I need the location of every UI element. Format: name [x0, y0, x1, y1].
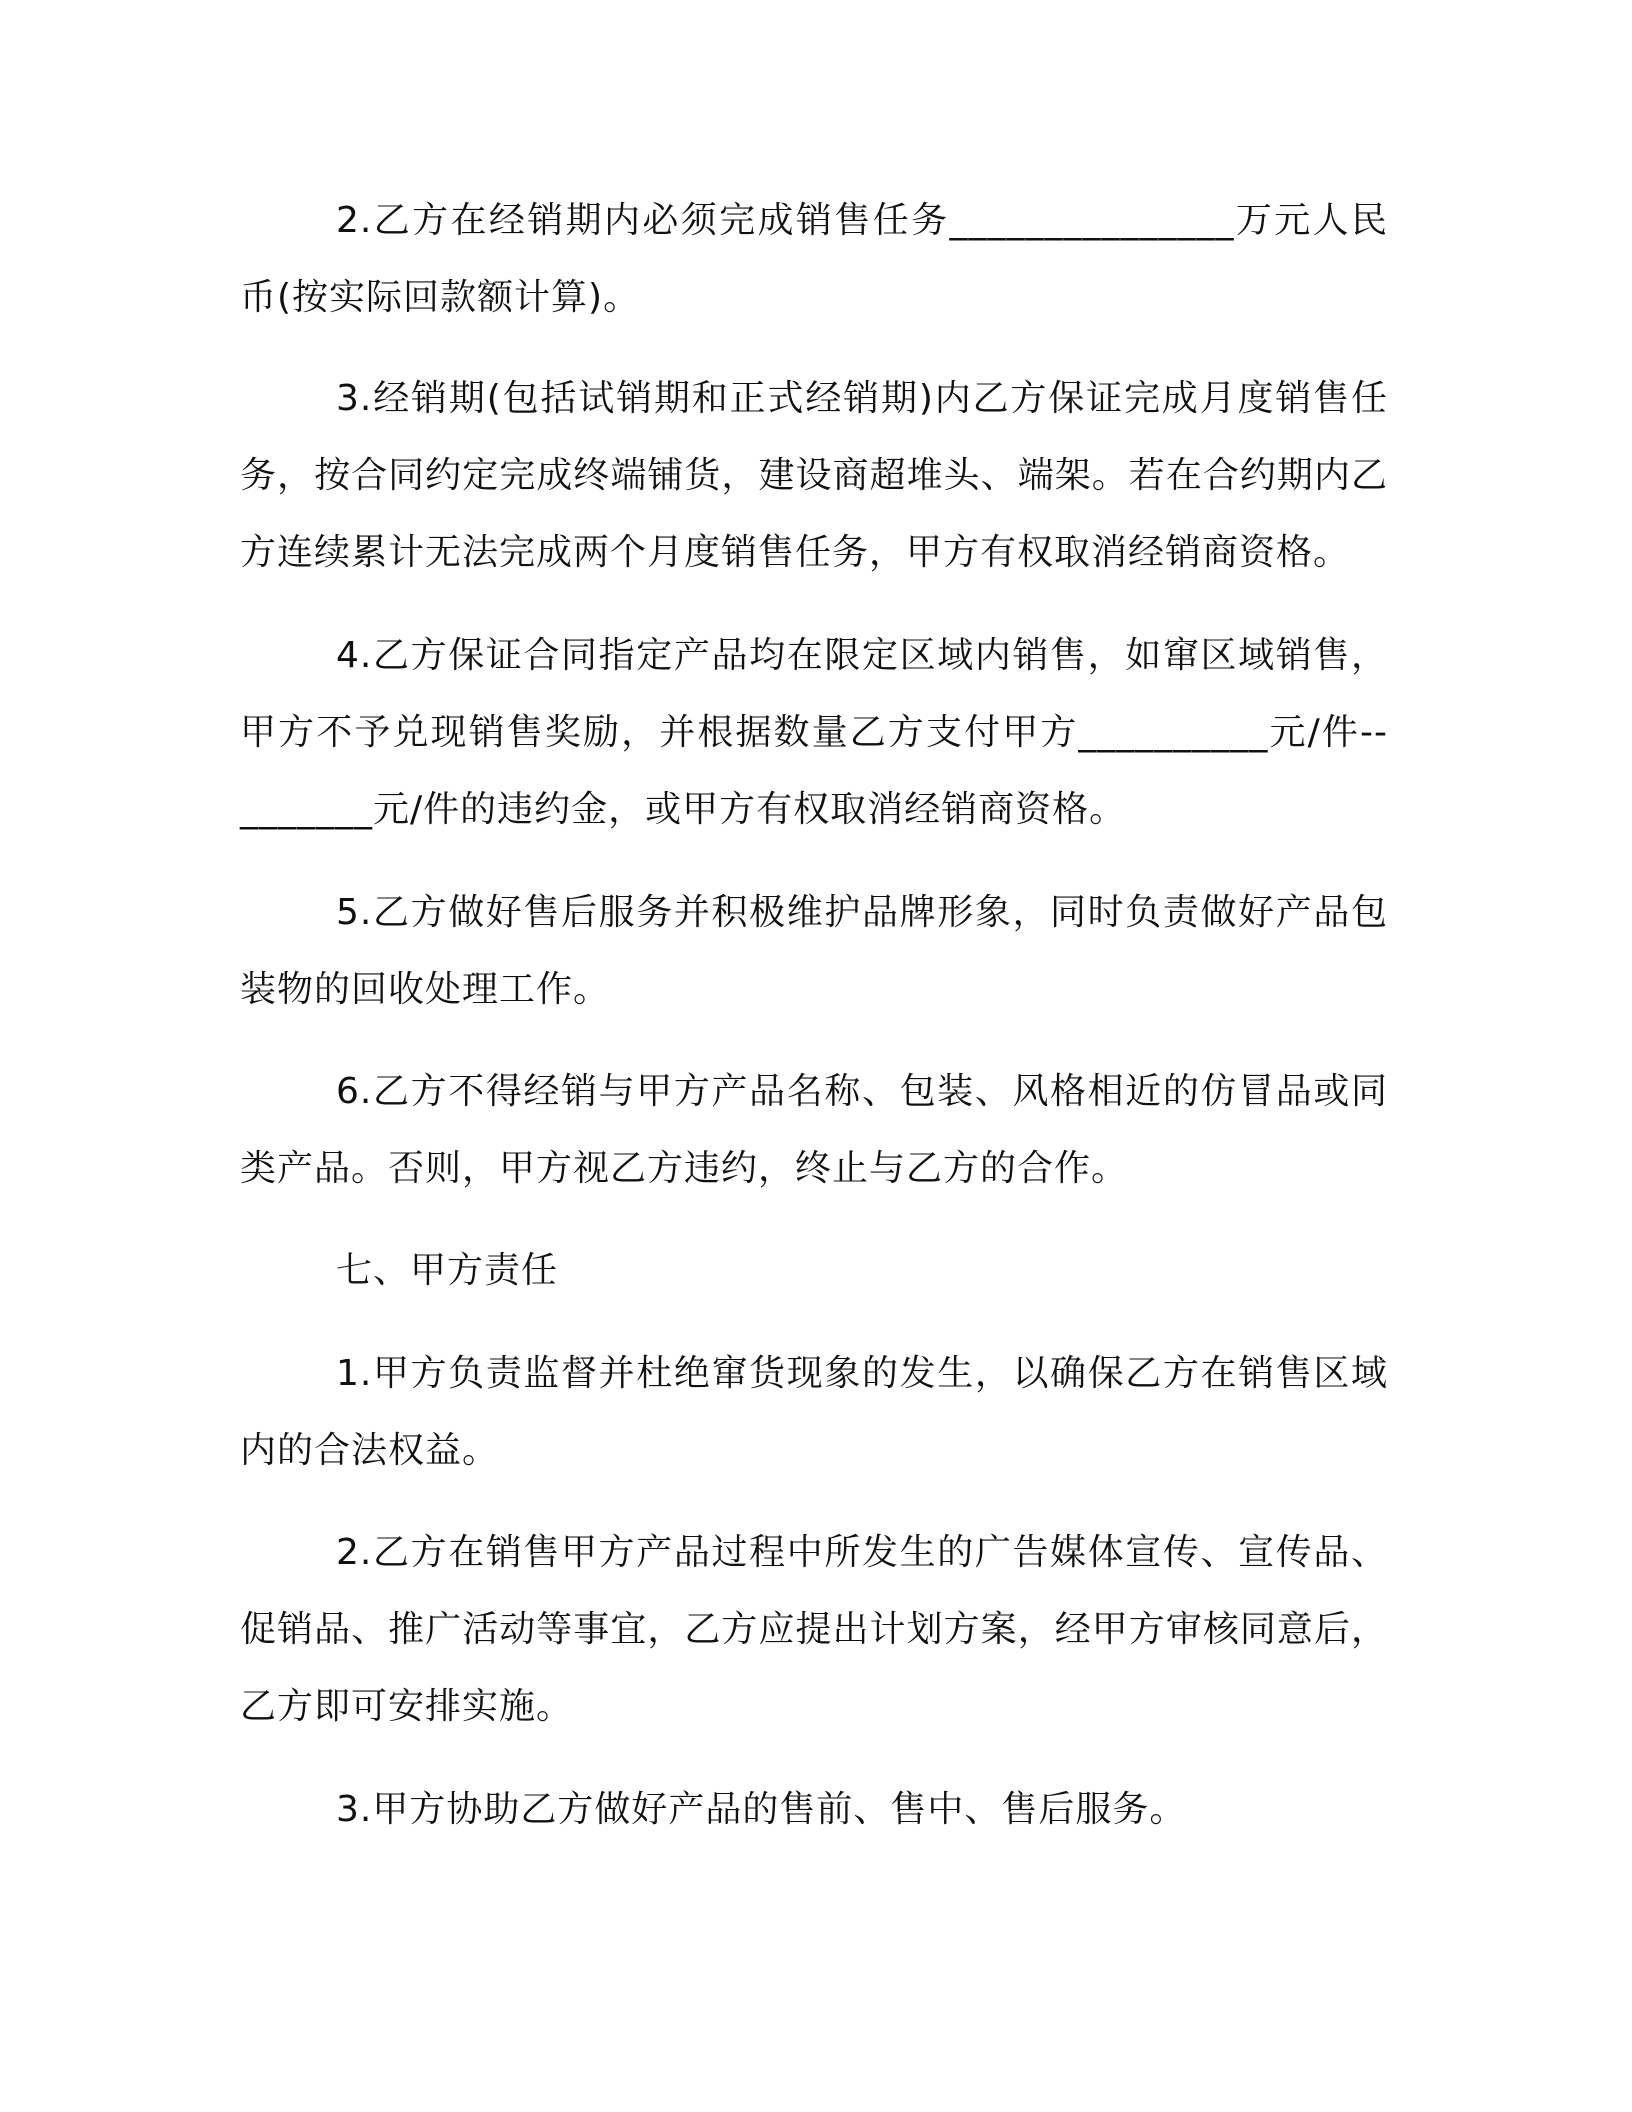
clause-3-monthly-task: 3.经销期(包括试销期和正式经销期)内乙方保证完成月度销售任务，按合同约定完成终端铺货，建设商超堆头、端架。若在合约期内乙方连续累计无法完成两个月度销售任务，甲方有权取消经销商资格。 [240, 378, 1388, 573]
section-heading: 七、甲方责任 [336, 1250, 559, 1291]
clause-6-counterfeit: 6.乙方不得经销与甲方产品名称、包装、风格相近的仿冒品或同类产品。否则，甲方视乙方违约，终止与乙方的合作。 [240, 1071, 1388, 1189]
clause-4-region: 4.乙方保证合同指定产品均在限定区域内销售，如窜区域销售，甲方不予兑现销售奖励，并根据数量乙方支付甲方__________元/件--_______元/件的违约金，或甲方有权取消经销商资格。 [240, 635, 1388, 830]
clause-5-after-sales: 5.乙方做好售后服务并积极维护品牌形象，同时负责做好产品包装物的回收处理工作。 [240, 892, 1388, 1010]
party-a-clause-1: 1.甲方负责监督并杜绝窜货现象的发生，以确保乙方在销售区域内的合法权益。 [240, 1353, 1388, 1471]
party-a-clause-2: 2.乙方在销售甲方产品过程中所发生的广告媒体宣传、宣传品、促销品、推广活动等事宜，乙方应提出计划方案，经甲方审核同意后，乙方即可安排实施。 [240, 1532, 1388, 1727]
party-a-clause-3: 3.甲方协助乙方做好产品的售前、售中、售后服务。 [336, 1789, 1187, 1830]
clause-2-sales-task: 2.乙方在经销期内必须完成销售任务_______________万元人民币(按实际回款额计算)。 [240, 200, 1388, 318]
